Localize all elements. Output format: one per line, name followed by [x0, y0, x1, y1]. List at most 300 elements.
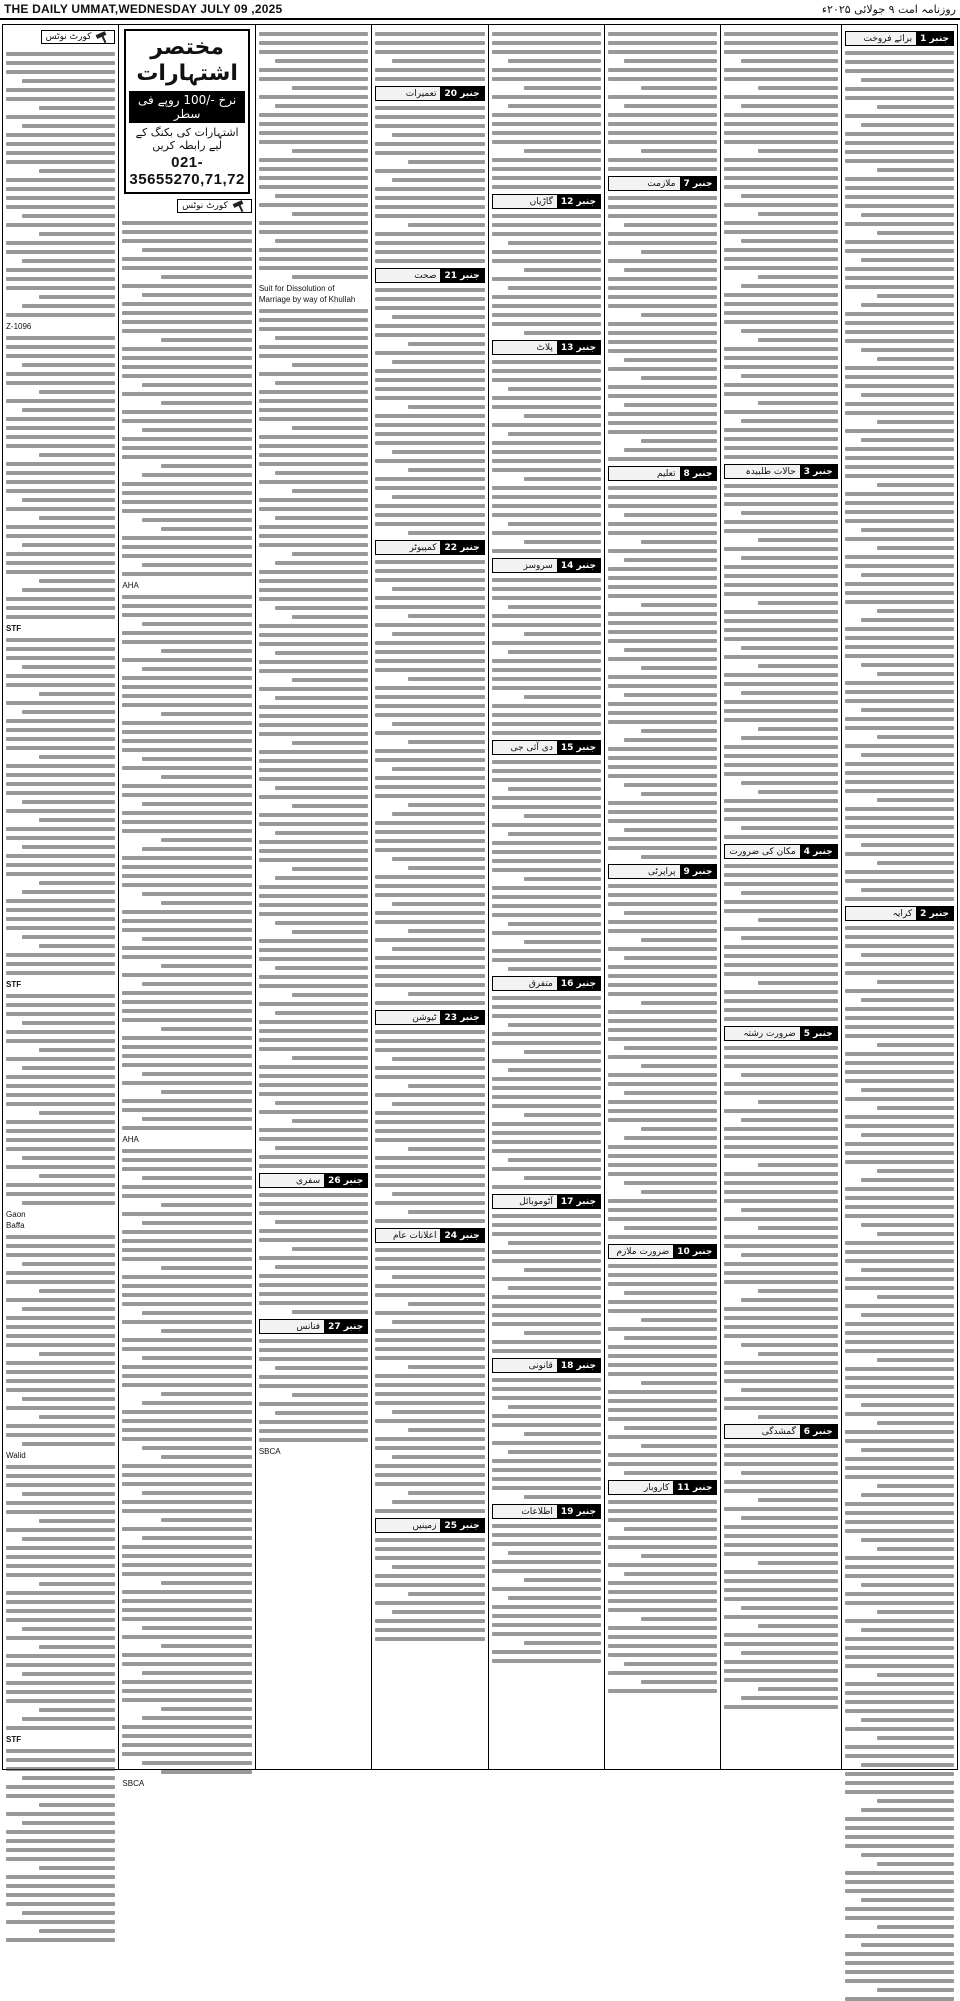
- text-line: [122, 1572, 251, 1576]
- text-line: [122, 1482, 251, 1486]
- text-line: [161, 1203, 252, 1207]
- text-line: [259, 230, 368, 234]
- text-line: [408, 531, 485, 535]
- text-line: [492, 713, 601, 717]
- text-line: [608, 196, 717, 200]
- category-header: جنبر 9 پراپرٹی: [608, 864, 717, 879]
- text-line: [6, 1794, 115, 1798]
- text-line: [6, 381, 115, 385]
- text-line: [845, 1826, 954, 1830]
- text-line: [22, 79, 115, 83]
- text-line: [492, 504, 601, 508]
- text-line: [22, 1537, 115, 1541]
- column-6: [255, 25, 371, 1769]
- text-line: [877, 1862, 954, 1866]
- text-line: [122, 694, 251, 698]
- text-line: [6, 1920, 115, 1924]
- text-line: [6, 746, 115, 750]
- text-line: [624, 448, 717, 452]
- text-line: [259, 1038, 368, 1042]
- text-line: [608, 77, 717, 81]
- text-line: [608, 576, 717, 580]
- text-line: [724, 176, 837, 180]
- text-line: [724, 140, 837, 144]
- text-line: [741, 646, 837, 650]
- text-line: [39, 944, 116, 948]
- text-line: [6, 1075, 115, 1079]
- text-line: [375, 1329, 484, 1333]
- text-line: [259, 813, 368, 817]
- text-line: [608, 1235, 717, 1239]
- text-line: [641, 666, 718, 670]
- text-line: [6, 133, 115, 137]
- text-line: [392, 1320, 485, 1324]
- text-line: [492, 1486, 601, 1490]
- text-line: [375, 704, 484, 708]
- text-line: [408, 1592, 485, 1596]
- text-line: [492, 295, 601, 299]
- text-line: [122, 230, 251, 234]
- text-line: [724, 1534, 837, 1538]
- text-line: [6, 854, 115, 858]
- text-line: [275, 921, 368, 925]
- text-line: [861, 1898, 954, 1902]
- classified-ad-box: [124, 29, 249, 194]
- text-line: [392, 133, 485, 137]
- text-line: [608, 232, 717, 236]
- text-line: [259, 1202, 368, 1206]
- text-line: [758, 538, 837, 542]
- text-line: [624, 1181, 717, 1185]
- text-line: [408, 1428, 485, 1432]
- text-line: [492, 1378, 601, 1382]
- text-line: [392, 1610, 485, 1614]
- text-line: [375, 1637, 484, 1641]
- column-text: [492, 214, 601, 335]
- text-line: [758, 212, 837, 216]
- text-line: [275, 1265, 368, 1269]
- text-line: [492, 949, 601, 953]
- text-line: [508, 922, 601, 926]
- column-text: [724, 32, 837, 459]
- text-line: [259, 1065, 368, 1069]
- text-line: [142, 293, 252, 297]
- text-line: [6, 444, 115, 448]
- text-line: [608, 837, 717, 841]
- text-line: [845, 1079, 954, 1083]
- text-line: [122, 1081, 251, 1085]
- text-line: [39, 692, 116, 696]
- text-line: [6, 764, 115, 768]
- text-line: [492, 1542, 601, 1546]
- text-line: [845, 1385, 954, 1389]
- classifieds-page: [2, 24, 958, 1788]
- text-line: [492, 459, 601, 463]
- text-line: [492, 686, 601, 690]
- text-line: [845, 186, 954, 190]
- text-line: [608, 430, 717, 434]
- text-line: [122, 955, 251, 959]
- text-line: [259, 903, 368, 907]
- text-line: [524, 540, 601, 544]
- text-line: [741, 556, 837, 560]
- text-line: [608, 1363, 717, 1367]
- text-line: [608, 1037, 717, 1041]
- text-line: [492, 1313, 601, 1317]
- text-line: [724, 131, 837, 135]
- text-line: [492, 1423, 601, 1427]
- text-line: [492, 578, 601, 582]
- text-line: [6, 61, 115, 65]
- text-line: [608, 1345, 717, 1349]
- text-line: [758, 338, 837, 342]
- text-line: [845, 537, 954, 541]
- text-line: [741, 284, 837, 288]
- text-line: [724, 1660, 837, 1664]
- text-line: [861, 348, 954, 352]
- text-line: [608, 1453, 717, 1457]
- text-line: [292, 149, 369, 153]
- text-line: [845, 1052, 954, 1056]
- text-line: [845, 1844, 954, 1848]
- text-line: [142, 847, 252, 851]
- text-line: [259, 1137, 368, 1141]
- text-line: [608, 1327, 717, 1331]
- text-line: [724, 41, 837, 45]
- text-line: [758, 918, 837, 922]
- text-line: [608, 1309, 717, 1313]
- text-line: [724, 1678, 837, 1682]
- text-line: [845, 1439, 954, 1443]
- text-line: [877, 168, 954, 172]
- text-line: [845, 132, 954, 136]
- text-line: [259, 912, 368, 916]
- text-line: [122, 991, 251, 995]
- text-line: [845, 1196, 954, 1200]
- text-line: [492, 32, 601, 36]
- text-line: [608, 241, 717, 245]
- text-line: [845, 771, 954, 775]
- text-line: [845, 627, 954, 631]
- text-line: [408, 1365, 485, 1369]
- text-line: [122, 1365, 251, 1369]
- text-line: [6, 1555, 115, 1559]
- text-line: [375, 423, 484, 427]
- text-line: [845, 1781, 954, 1785]
- text-line: [845, 195, 954, 199]
- text-line: [375, 504, 484, 508]
- text-line: [524, 940, 601, 944]
- text-line: [408, 677, 485, 681]
- text-line: [724, 1046, 837, 1050]
- text-line: [877, 1043, 954, 1047]
- text-line: [608, 983, 717, 987]
- text-line: [641, 729, 718, 733]
- text-line: [122, 820, 251, 824]
- text-line: [724, 1064, 837, 1068]
- text-line: [122, 311, 251, 315]
- text-line: [259, 579, 368, 583]
- text-line: [624, 1527, 717, 1531]
- text-line: [6, 1501, 115, 1505]
- text-line: [624, 1662, 717, 1666]
- category-header: جنبر 5 ضرورت رشتہ: [724, 1026, 837, 1041]
- text-line: [492, 1569, 601, 1573]
- text-line: [122, 1338, 251, 1342]
- text-line: [122, 1464, 251, 1468]
- text-line: [259, 176, 368, 180]
- text-line: [492, 596, 601, 600]
- text-line: [608, 32, 717, 36]
- text-line: [22, 1911, 115, 1915]
- text-line: [39, 1289, 116, 1293]
- text-line: [39, 453, 116, 457]
- text-line: [6, 1093, 115, 1097]
- text-line: [508, 241, 601, 245]
- text-line: [6, 205, 115, 209]
- text-line: [624, 956, 717, 960]
- text-line: [608, 322, 717, 326]
- text-line: [724, 1145, 837, 1149]
- text-line: [724, 610, 837, 614]
- text-line: [375, 1048, 484, 1052]
- text-line: [758, 727, 837, 731]
- text-line: [259, 1402, 368, 1406]
- text-line: [861, 1718, 954, 1722]
- text-line: [22, 304, 115, 308]
- text-line: [608, 277, 717, 281]
- stf-mark: STF: [6, 980, 22, 989]
- text-line: [861, 1088, 954, 1092]
- text-line: [122, 595, 251, 599]
- text-line: [6, 1884, 115, 1888]
- text-line: [492, 769, 601, 773]
- text-line: [845, 852, 954, 856]
- text-line: [375, 441, 484, 445]
- text-line: [724, 1190, 837, 1194]
- text-line: [492, 1387, 601, 1391]
- text-line: [724, 1235, 837, 1239]
- text-line: [375, 686, 484, 690]
- text-line: [845, 879, 954, 883]
- text-line: [724, 990, 837, 994]
- text-line: [375, 578, 484, 582]
- text-line: [845, 1151, 954, 1155]
- text-line: [724, 909, 837, 913]
- text-line: [259, 122, 368, 126]
- text-line: [492, 1185, 601, 1189]
- text-line: [259, 95, 368, 99]
- text-line: [292, 867, 369, 871]
- text-line: [492, 113, 601, 117]
- text-line: [6, 1465, 115, 1469]
- text-line: [724, 365, 837, 369]
- text-line: [845, 1511, 954, 1515]
- text-line: [408, 929, 485, 933]
- text-line: [6, 1379, 115, 1383]
- text-line: [877, 735, 954, 739]
- text-line: [492, 1533, 601, 1537]
- text-line: [375, 151, 484, 155]
- text-line: [724, 230, 837, 234]
- text-line: [608, 893, 717, 897]
- text-line: [122, 1545, 251, 1549]
- text-line: [724, 637, 837, 641]
- text-line: [39, 169, 116, 173]
- text-line: [6, 872, 115, 876]
- text-line: [6, 313, 115, 317]
- text-line: [845, 339, 954, 343]
- text-line: [375, 142, 484, 146]
- text-line: [492, 1614, 601, 1618]
- text-line: [741, 419, 837, 423]
- text-line: [275, 381, 368, 385]
- gavel-icon: [231, 201, 247, 211]
- text-line: [624, 223, 717, 227]
- text-line: [6, 1726, 115, 1730]
- text-line: [741, 104, 837, 108]
- text-line: [259, 885, 368, 889]
- text-line: [161, 1027, 252, 1031]
- text-line: [508, 1241, 601, 1245]
- text-line: [408, 803, 485, 807]
- text-line: [122, 1248, 251, 1252]
- text-line: [408, 342, 485, 346]
- text-line: [122, 829, 251, 833]
- text-line: [259, 444, 368, 448]
- text-line: [608, 1118, 717, 1122]
- text-line: [624, 738, 717, 742]
- text-line: [22, 1156, 115, 1160]
- text-line: [492, 1587, 601, 1591]
- text-line: [161, 1090, 252, 1094]
- text-line: [845, 870, 954, 874]
- text-line: [524, 1432, 601, 1436]
- text-line: [375, 32, 484, 36]
- text-line: [845, 240, 954, 244]
- text-line: [492, 1232, 601, 1236]
- text-line: [39, 1866, 116, 1870]
- text-line: [608, 1354, 717, 1358]
- text-line: [375, 115, 484, 119]
- text-line: [877, 1232, 954, 1236]
- text-line: [724, 927, 837, 931]
- text-line: [608, 819, 717, 823]
- text-line: [375, 848, 484, 852]
- text-line: [492, 931, 601, 935]
- text-line: [492, 1295, 601, 1299]
- text-line: [492, 259, 601, 263]
- text-line: [6, 1609, 115, 1613]
- text-line: [122, 1725, 251, 1729]
- text-line: [6, 178, 115, 182]
- text-line: [259, 1164, 368, 1168]
- text-line: [122, 730, 251, 734]
- text-line: [492, 913, 601, 917]
- text-line: [408, 405, 485, 409]
- text-line: [624, 403, 717, 407]
- text-line: [275, 1146, 368, 1150]
- text-line: [6, 1334, 115, 1338]
- text-line: [122, 1374, 251, 1378]
- text-line: [524, 1641, 601, 1645]
- text-line: [845, 384, 954, 388]
- text-line: [724, 1127, 837, 1131]
- text-line: [845, 807, 954, 811]
- text-line: [758, 601, 837, 605]
- text-line: [375, 288, 484, 292]
- text-line: [142, 1401, 252, 1405]
- english-text: AHA: [122, 1134, 139, 1144]
- text-line: [861, 1448, 954, 1452]
- text-line: [375, 232, 484, 236]
- text-line: [624, 513, 717, 517]
- text-line: [845, 690, 954, 694]
- text-line: [375, 1039, 484, 1043]
- text-line: [624, 104, 717, 108]
- text-line: [408, 1147, 485, 1151]
- text-line: [608, 1563, 717, 1567]
- text-line: [6, 1325, 115, 1329]
- text-line: [375, 351, 484, 355]
- text-line: [724, 835, 837, 839]
- text-line: [492, 1632, 601, 1636]
- text-line: [122, 1347, 251, 1351]
- text-line: [259, 1002, 368, 1006]
- text-line: [724, 999, 837, 1003]
- text-line: [122, 1554, 251, 1558]
- text-line: [259, 1029, 368, 1033]
- text-line: [724, 1008, 837, 1012]
- text-line: [608, 214, 717, 218]
- text-line: [122, 365, 251, 369]
- text-line: [6, 160, 115, 164]
- text-line: [375, 214, 484, 218]
- text-line: [492, 95, 601, 99]
- text-line: [375, 839, 484, 843]
- text-line: [608, 711, 717, 715]
- text-line: [392, 1057, 485, 1061]
- text-line: [724, 50, 837, 54]
- text-line: [492, 1032, 601, 1036]
- text-line: [292, 275, 369, 279]
- text-line: [845, 935, 954, 939]
- text-line: [741, 1388, 837, 1392]
- text-line: [641, 792, 718, 796]
- text-line: [608, 1608, 717, 1612]
- text-line: [492, 1167, 601, 1171]
- text-line: [608, 140, 717, 144]
- text-line: [39, 1708, 116, 1712]
- text-line: [608, 1300, 717, 1304]
- text-line: [845, 177, 954, 181]
- text-line: [6, 52, 115, 56]
- text-line: [877, 1421, 954, 1425]
- text-line: [845, 1340, 954, 1344]
- text-line: [375, 1401, 484, 1405]
- text-line: [845, 1574, 954, 1578]
- text-line: [122, 1036, 251, 1040]
- text-line: [492, 805, 601, 809]
- text-line: [492, 68, 601, 72]
- text-line: [259, 1429, 368, 1433]
- text-line: [492, 623, 601, 627]
- category-header: جنبر 21 صحت: [375, 268, 484, 283]
- text-line: [142, 1446, 252, 1450]
- text-line: [375, 1347, 484, 1351]
- text-line: [624, 1336, 717, 1340]
- text-line: [259, 1092, 368, 1096]
